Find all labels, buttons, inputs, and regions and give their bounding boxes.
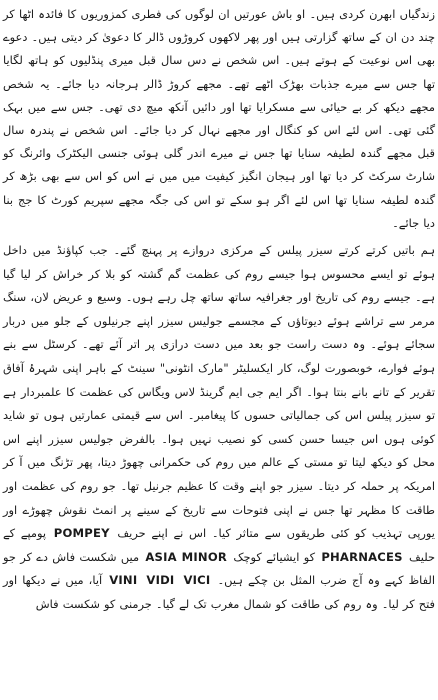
word-vici: VICI (183, 573, 211, 588)
text-defeat: میں شکست فاش دے کر جو الفاظ کہے وہ آج ضرب المثل بن چکے ہیں۔ (3, 549, 436, 588)
text-ko: کو (303, 549, 316, 564)
name-pharnaces: PHARNACES (321, 549, 403, 564)
text-asia-minor-ke: ایشیائے کوچک (233, 549, 300, 564)
word-vidi: VIDI (146, 573, 175, 588)
paragraph-2 (3, 239, 435, 617)
text-closing: آیا، میں نے دیکھا اور فتح کر لیا۔ وہ روم کی طاقت کو شمال مغرب تک لے گیا۔ جرمنی کو شکست فاش (3, 573, 435, 611)
name-asia-minor: ASIA MINOR (145, 549, 228, 564)
text-pompey-ally: پومپے کے حلیف (3, 526, 436, 564)
word-vini: VINI (109, 573, 138, 588)
paragraph-1: زندگیاں ابھرن کردی ہیں۔ او باش عورتیں ان لوگوں کی فطری کمزوریوں کا فائدہ اٹھا کر چند دن ان کے ساتھ گزارتی ہیں اور پھر لاکھوں کروڑوں ڈالر کا دعویٰ کر دیتی ہیں۔ دعوے بھی اس نوعیت کے ہوتے ہیں۔ اس شخص نے دس سال قبل میری پنڈلیوں کو ہاتھ لگایا تھا جس سے میرے جذبات بھڑک اٹھے تھے۔ مجھے کروڑ ڈالر ہرجانہ دیا جائے۔ یہ شخص مجھے دیکھ کر بے حیائی سے مسکرایا تھا اور دائیں آنکھ میچ دی تھی۔ جس سے میں بہک گئی تھی۔ اس لئے اس کو کنگال اور مجھے نہال کر دیا جائے۔ اس شخص نے پندرہ سال قبل مجھے گندہ لطیفہ سنایا تھا جس نے میرے اندر گلی ہوئی جنسی الیکٹرک وائرنگ کو شارٹ سرکٹ کر دیا تھا اور ہیجان انگیز کیفیت میں میں نے اس کو اس سے بھی بڑھ کر گندہ لطیفہ سنایا تھا اس لئے اگر ہو سکے تو اس کی جگہ مجھے سپریم کورٹ کا جج بنا دیا جائے۔ (3, 7, 435, 230)
paragraph-2-text: ہم باتیں کرتے کرتے سیزر پیلس کے مرکزی دروازے پر پہنچ گئے۔ جب کپاؤنڈ میں داخل ہوئے تو ایسے محسوس ہوا جیسے روم کی عظمت گم گشتہ کو بلا کر خراش کر لیا گیا ہے۔ جیسے روم کی تاریخ اور جغرافیہ ساتھ ساتھ چل رہے ہوں۔ وسیع و عریض لان، سنگ مرمر سے تراشے ہوئے دیوتاؤں کے مجسمے جولیس سیزر اپنے جرنیلوں کے جلو میں دربار سجائے ہوئے۔ وہ دست راست جو بعد میں دست درازی پر اتر آئے تھے۔ کرسٹل سے بنے ہوئے فوارے، خوبصورت لوگ، کار ایکسلیٹر "مارک انٹونی" سینٹ کے باہر اپنی شہرۂ آفاق تقریر کے تانے بانے بنتا ہوا۔ اگر ایم جی ایم گرینڈ لاس ویگاس کی عظمت کا علمبردار ہے تو سیزر پیلس اس کی جمالیاتی حسوں کا پیغامبر۔ اس سے قیمتی عمارتیں ہوں تو شاید کوئی ہوں اس جیسا حسن کسی کو نصیب نہیں ہوا۔ بالفرض جولیس سیزر اپنے اس محل کو دیکھ لیتا تو مستی کے عالم میں روم کی حکمرانی چھوڑ دیتا، پھر تڑنگ میں آ کر امریکہ پر حملہ کر دیتا۔ سیزر جو اپنے وقت کا عظیم جرنیل تھا۔ جو روم کی عظمت اور طاقت کا مظہر تھا جس نے اپنی فتوحات سے تاریخ کے سینے پر انمٹ نقوش چھوڑے اور یورپی تہذیب کو کئی طریقوں سے متاثر کیا۔ اس نے اپنے حریف (3, 243, 435, 541)
name-pompey: POMPEY (53, 526, 110, 541)
